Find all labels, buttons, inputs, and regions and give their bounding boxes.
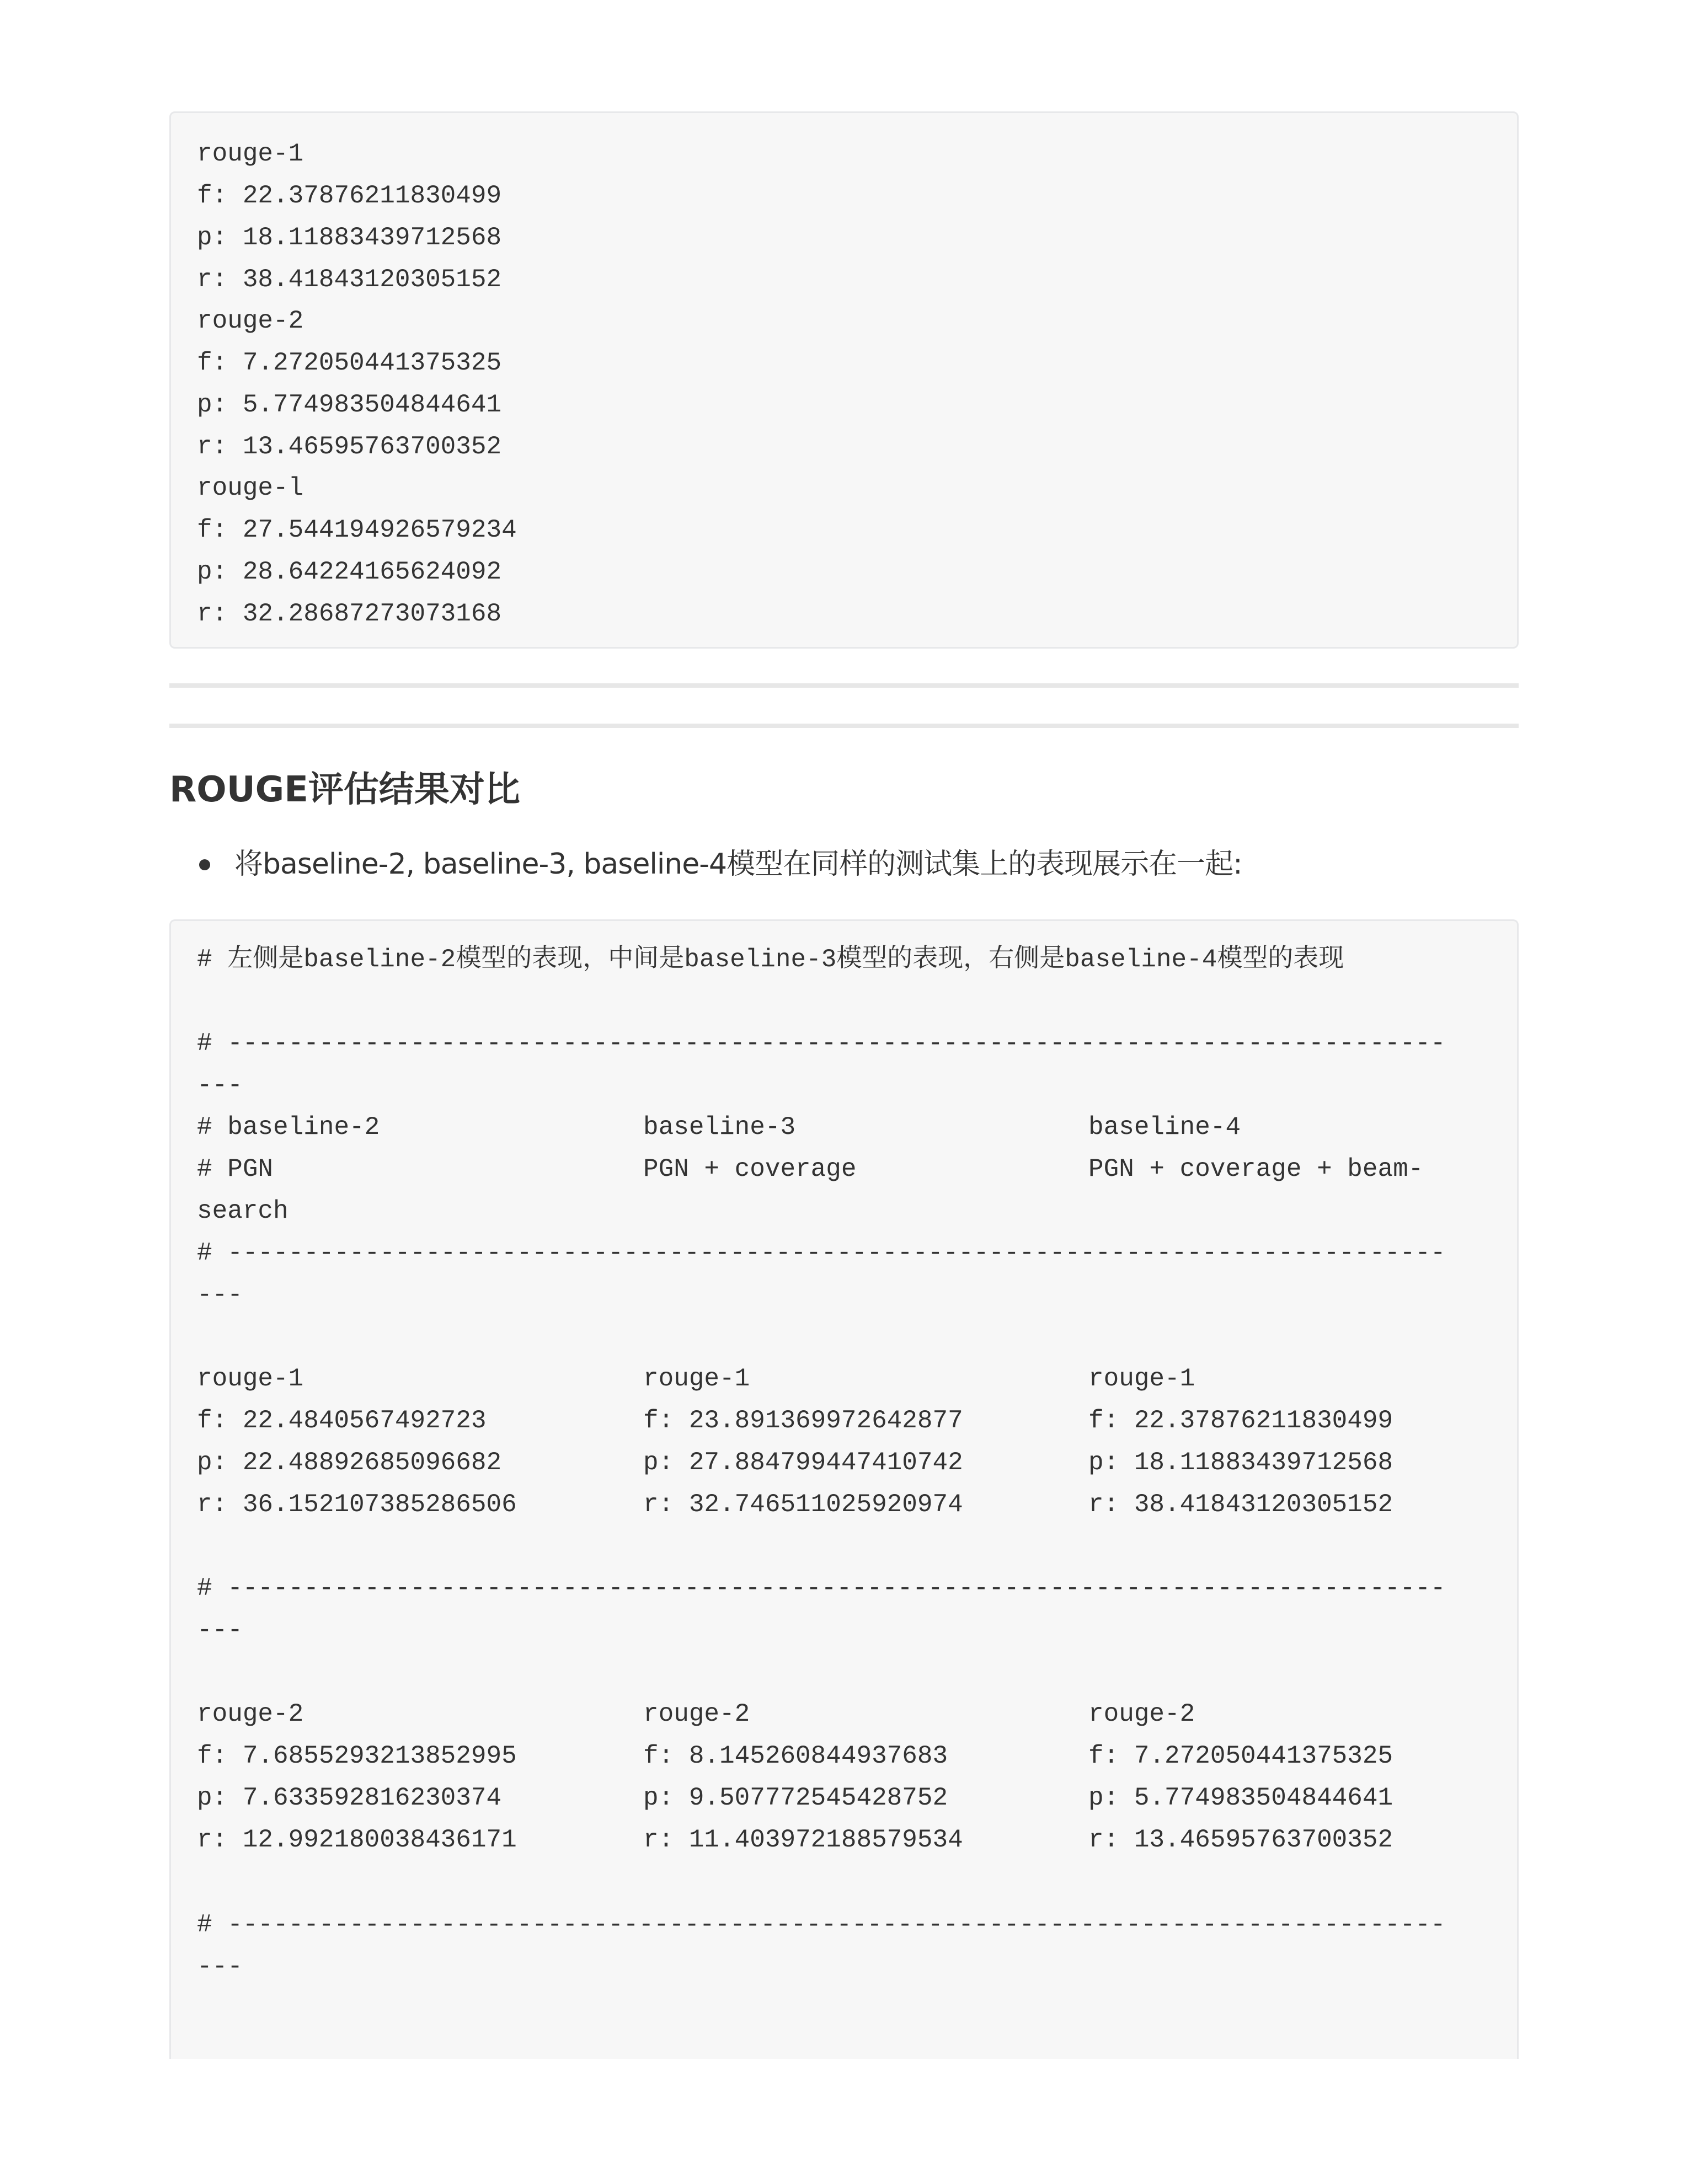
code-line-rougel-p: p: 28.64224165624092 — [197, 558, 502, 586]
rouge1-f-row — [197, 1400, 1488, 1442]
comparison-code-block — [169, 919, 1519, 2059]
horizontal-rule-2 — [169, 724, 1519, 728]
rouge2-label-b4: rouge-2 — [1088, 1700, 1195, 1728]
rouge2-f-b2: f: 7.6855293213852995 — [197, 1742, 517, 1770]
bullet-text: 将baseline-2, baseline-3, baseline-4模型在同样的测试集上的表现展示在一起: — [234, 848, 1242, 881]
rouge1-f-b2: f: 22.4840567492723 — [197, 1406, 487, 1435]
rouge2-r-b2: r: 12.992180038436171 — [197, 1826, 517, 1854]
rouge2-f-b3: f: 8.145260844937683 — [643, 1742, 948, 1770]
rouge-results-code-block — [169, 111, 1519, 649]
rouge1-p-row — [197, 1442, 1488, 1484]
section-heading: ROUGE评估结果对比 — [169, 769, 520, 810]
rouge2-p-b3: p: 9.507772545428752 — [643, 1784, 948, 1812]
description-wrap: search — [197, 1197, 289, 1225]
rouge1-r-row — [197, 1484, 1488, 1525]
rouge2-f-b4: f: 7.272050441375325 — [1088, 1742, 1393, 1770]
separator-wrap: --- — [197, 1071, 243, 1100]
header-baseline-3: baseline-3 — [643, 1113, 796, 1142]
comment-line: # 左侧是baseline-2模型的表现，中间是baseline-3模型的表现，右侧是baseline-4模型的表现 — [197, 945, 1344, 974]
code-line-rougel-r: r: 32.28687273073168 — [197, 599, 502, 628]
rouge1-r-b4: r: 38.41843120305152 — [1088, 1490, 1393, 1519]
rouge1-label-b3: rouge-1 — [643, 1364, 750, 1393]
description-baseline-3: PGN + coverage — [643, 1155, 857, 1184]
rouge2-r-row — [197, 1819, 1488, 1861]
description-baseline-4: PGN + coverage + beam- — [1088, 1155, 1424, 1184]
code-line-rouge2-p: p: 5.774983504844641 — [197, 390, 502, 419]
rouge2-p-b4: p: 5.774983504844641 — [1088, 1784, 1393, 1812]
rouge2-p-b2: p: 7.633592816230374 — [197, 1784, 502, 1812]
rouge1-f-b4: f: 22.37876211830499 — [1088, 1406, 1393, 1435]
rouge1-r-b3: r: 32.746511025920974 — [643, 1490, 963, 1519]
code-line-rougel-f: f: 27.544194926579234 — [197, 516, 517, 544]
code-line-rougel-label: rouge-l — [197, 474, 304, 502]
header-baseline-2: # baseline-2 — [197, 1113, 380, 1142]
rouge2-label-b2: rouge-2 — [197, 1700, 304, 1728]
rouge2-label-row — [197, 1693, 1488, 1735]
rouge2-r-b4: r: 13.46595763700352 — [1088, 1826, 1393, 1854]
rouge1-p-b3: p: 27.884799447410742 — [643, 1448, 963, 1477]
rouge1-p-b2: p: 22.48892685096682 — [197, 1448, 502, 1477]
header-baseline-4: baseline-4 — [1088, 1113, 1241, 1142]
description-baseline-2: # PGN — [197, 1155, 274, 1184]
rouge1-label-row — [197, 1358, 1488, 1400]
code-line-rouge1-p: p: 18.11883439712568 — [197, 223, 502, 252]
rouge2-label-b3: rouge-2 — [643, 1700, 750, 1728]
code-line-rouge1-r: r: 38.41843120305152 — [197, 265, 502, 294]
separator-wrap: --- — [197, 1616, 243, 1645]
code-line-rouge1-f: f: 22.37876211830499 — [197, 181, 502, 210]
separator-wrap: --- — [197, 1952, 243, 1981]
rouge1-label-b4: rouge-1 — [1088, 1364, 1195, 1393]
rouge1-p-b4: p: 18.11883439712568 — [1088, 1448, 1393, 1477]
code-line-rouge2-label: rouge-2 — [197, 307, 304, 335]
rouge1-label-b2: rouge-1 — [197, 1364, 304, 1393]
rouge1-f-b3: f: 23.891369972642877 — [643, 1406, 963, 1435]
separator-line: # -------------------------------------------------------------------------------- — [197, 1910, 1446, 1939]
separator-line: # -------------------------------------------------------------------------------- — [197, 1239, 1446, 1267]
code-line-rouge2-r: r: 13.46595763700352 — [197, 432, 502, 461]
rouge2-f-row — [197, 1735, 1488, 1777]
rouge2-r-b3: r: 11.403972188579534 — [643, 1826, 963, 1854]
header-descriptions-row — [197, 1148, 1488, 1190]
separator-wrap: --- — [197, 1281, 243, 1309]
header-names-row — [197, 1106, 1488, 1148]
rouge2-p-row — [197, 1777, 1488, 1819]
separator-line: # -------------------------------------------------------------------------------- — [197, 1029, 1446, 1058]
code-line-rouge2-f: f: 7.272050441375325 — [197, 349, 502, 377]
code-line-rouge1-label: rouge-1 — [197, 140, 304, 168]
separator-line: # -------------------------------------------------------------------------------- — [197, 1574, 1446, 1603]
rouge1-r-b2: r: 36.152107385286506 — [197, 1490, 517, 1519]
horizontal-rule-1 — [169, 683, 1519, 688]
bullet-dot-icon — [199, 859, 210, 870]
